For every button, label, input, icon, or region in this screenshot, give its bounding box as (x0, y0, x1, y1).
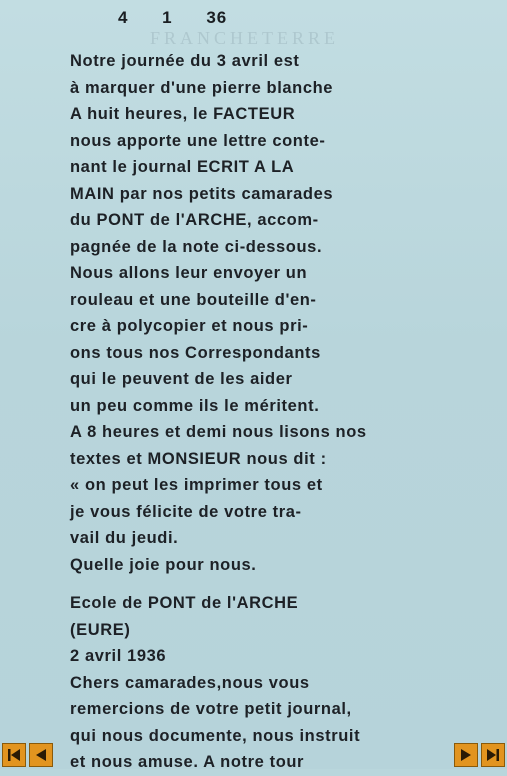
note-line: Ecole de PONT de l'ARCHE (70, 594, 299, 612)
bleed-through-heading: FRANCHETERRE (150, 28, 340, 48)
text-line: à marquer d'une pierre blanche (70, 78, 334, 97)
paragraph-gap (70, 578, 485, 590)
note-line: (EURE) (70, 620, 131, 639)
last-page-button[interactable] (481, 743, 505, 767)
first-page-icon (6, 747, 22, 763)
previous-page-button[interactable] (29, 743, 53, 767)
text-line: qui le peuvent de les aider (70, 370, 293, 388)
text-line: du PONT de l'ARCHE, accom- (70, 211, 319, 229)
page-date: 4 1 36 (118, 8, 228, 27)
next-page-button[interactable] (454, 743, 478, 767)
correspondent-note (70, 590, 485, 776)
previous-page-icon (33, 747, 49, 763)
main-paragraph (70, 48, 485, 578)
text-line: textes et MONSIEUR nous dit : (70, 449, 327, 468)
last-page-icon (485, 747, 501, 763)
text-line: nant le journal ECRIT A LA (70, 158, 295, 176)
note-line: Chers camarades,nous vous (70, 673, 310, 692)
note-line: remercions de votre petit journal, (70, 700, 352, 718)
text-line: A 8 heures et demi nous lisons nos (70, 423, 367, 441)
note-line: et nous amuse. A notre tour (70, 753, 305, 771)
text-line: vail du jeudi. (70, 529, 179, 547)
first-page-button[interactable] (2, 743, 26, 767)
text-line: « on peut les imprimer tous et (70, 476, 323, 494)
text-line: ons tous nos Correspondants (70, 343, 321, 362)
text-line: un peu comme ils le méritent. (70, 396, 320, 415)
note-line: 2 avril 1936 (70, 647, 167, 665)
text-line: A huit heures, le FACTEUR (70, 105, 296, 123)
text-line: nous apporte une lettre conte- (70, 131, 326, 150)
document-body (70, 48, 485, 776)
text-line: pagnée de la note ci-dessous. (70, 237, 323, 256)
text-line: cre à polycopier et nous pri- (70, 317, 309, 335)
text-line: je vous félicite de votre tra- (70, 502, 302, 521)
text-line: Quelle joie pour nous. (70, 555, 257, 574)
text-line: MAIN par nos petits camarades (70, 184, 334, 203)
next-page-icon (458, 747, 474, 763)
text-line: Nous allons leur envoyer un (70, 264, 308, 282)
text-line: rouleau et une bouteille d'en- (70, 290, 317, 309)
text-line: Notre journée du 3 avril est (70, 52, 300, 70)
note-line: qui nous documente, nous instruit (70, 726, 361, 745)
